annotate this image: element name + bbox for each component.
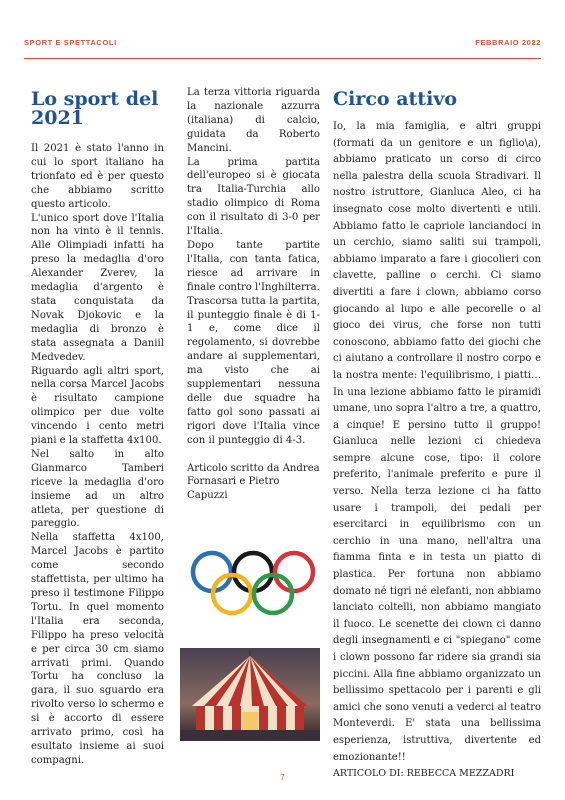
page-number: 7 — [280, 773, 285, 782]
sport-article-column-2 — [187, 86, 320, 503]
section-label: SPORT E SPETTACOLI — [24, 38, 117, 47]
circus-article-title: Circo attivo — [333, 88, 458, 110]
article-paragraph: Riguardo agli altri sport, nella corsa Marcel Jacobs è risultato campione olimpico per due volte vincendo i cento metri piani e la staffetta 4x100. — [31, 365, 164, 447]
article-paragraph: Trascorsa tutta la partita, il punteggio finale è di 1-1 e, come dice il regolamento, si dovrebbe andare ai supplementari, ma visto che ai supplementari nessuna delle due squadre ha fatto gol sono passati ai rigori dove l'Italia vince con il punteggio di 4-3. — [187, 295, 320, 446]
sport-article-author: Articolo scritto da Andrea Fornasari e Pietro Capuzzi — [187, 462, 320, 502]
circus-tent-image — [180, 648, 320, 741]
article-paragraph: Nel salto in alto Gianmarco Tamberi riceve la medaglia d'oro insieme ad un altro atleta, per questione di pareggio. — [31, 448, 164, 530]
article-paragraph: Io, la mia famiglia, e altri gruppi (formati da un genitore e un figlio\a), abbiamo praticato un corso di circo nella palestra della scuola Stradivari. Il nostro istruttore, Gianluca Aleo, ci ha insegnato cose molto divertenti e utili. Abbiamo fatto le capriole lanciandoci in un cerchio, siamo saliti sui trampoli, abbiamo imparato a fare i giocolieri con clavette, palline o cerchi. Ci siamo divertiti a fare i clown, abbiamo corso giocando al lupo e alle pecorelle o al gioco dei virus, che forse non tutti conoscono, abbiamo fatto dei giochi che ci aiutano a controllare il nostro corpo e la nostra mente: l'equilibrismo, i piatti… In una lezione abbiamo fatto le piramidi umane, uno sopra l'altro a tre, a quattro, a cinque! E persino tutto il gruppo! Gianluca nelle lezioni ci chiedeva sempre alcune cose, tipo: il colore preferito, l'animale preferito e pure il verso. Nella terza lezione ci ha fatto usare i trampoli, dei pedali per esercitarci in equilibrismo con un cerchio in una mano, nell'altra una fiamma finta e in testa un piatto di plastica. Per fortuna non abbiamo domato né tigri né elefanti, non abbiamo lanciato coltelli, non abbiamo mangiato il fuoco. Le scenette dei clown ci danno degli insegnamenti e ci "spiegano" come i clown possono far ridere sia grandi sia piccini. Alla fine abbiamo organizzato un bellissimo spettacolo per i parenti e gli amici che sono venuti a vederci al teatro Monteverdi. E' stata una bellissima esperienza, istruttiva, divertente ed emozionante!! — [333, 121, 541, 763]
black-ring — [234, 553, 272, 591]
article-paragraph: Dopo tante partite l'Italia, con tanta fatica, riesce ad arrivare in finale contro l'Inghilterra. — [187, 239, 320, 293]
issue-date: FEBBRAIO 2022 — [475, 38, 541, 47]
sport-article-column-1 — [31, 90, 164, 768]
article-paragraph: La prima partita dell'europeo si è giocata tra Italia-Turchia allo stadio olimpico di Roma con il risultato di 3-0 per l'Italia. — [187, 156, 320, 238]
article-paragraph: Il 2021 è stato l'anno in cui lo sport italiano ha trionfato ed è per questo che abbiamo scritto questo articolo. — [31, 143, 164, 210]
yellow-ring — [213, 575, 251, 613]
circus-article-author: ARTICOLO DI: REBECCA MEZZADRI — [333, 768, 515, 780]
green-ring — [254, 575, 292, 613]
blue-ring — [193, 553, 231, 591]
page-header — [24, 38, 541, 54]
circus-article-column — [333, 90, 541, 783]
article-paragraph: La terza vittoria riguarda la nazionale azzurra (italiana) di calcio, guidata da Roberto Mancini. — [187, 87, 320, 154]
sport-article-title: Lo sport del 2021 — [31, 88, 159, 129]
header-rule — [24, 58, 541, 59]
olympic-rings-image — [187, 547, 320, 621]
article-paragraph: Nella staffetta 4x100, Marcel Jacobs è partito come secondo staffettista, per ultimo ha preso il testimone Filippo Tortu. In quel momento l'Italia era seconda, Filippo ha preso velocità e per circa 30 cm siamo arrivati primi. Quando Tortu ha concluso la gara, il suo sguardo era rivolto verso lo schermo e si è accorto di essere arrivato primo, così ha esultato insieme ai suoi compagni. — [31, 532, 164, 766]
article-paragraph: L'unico sport dove l'Italia non ha vinto è il tennis. Alle Olimpiadi infatti ha preso la medaglia d'oro Alexander Zverev, la medaglia d'argento è stata conquistata da Novak Djokovic e la medaglia di bronzo è stata assegnata a Daniil Medvedev. — [31, 212, 164, 363]
red-ring — [275, 553, 313, 591]
